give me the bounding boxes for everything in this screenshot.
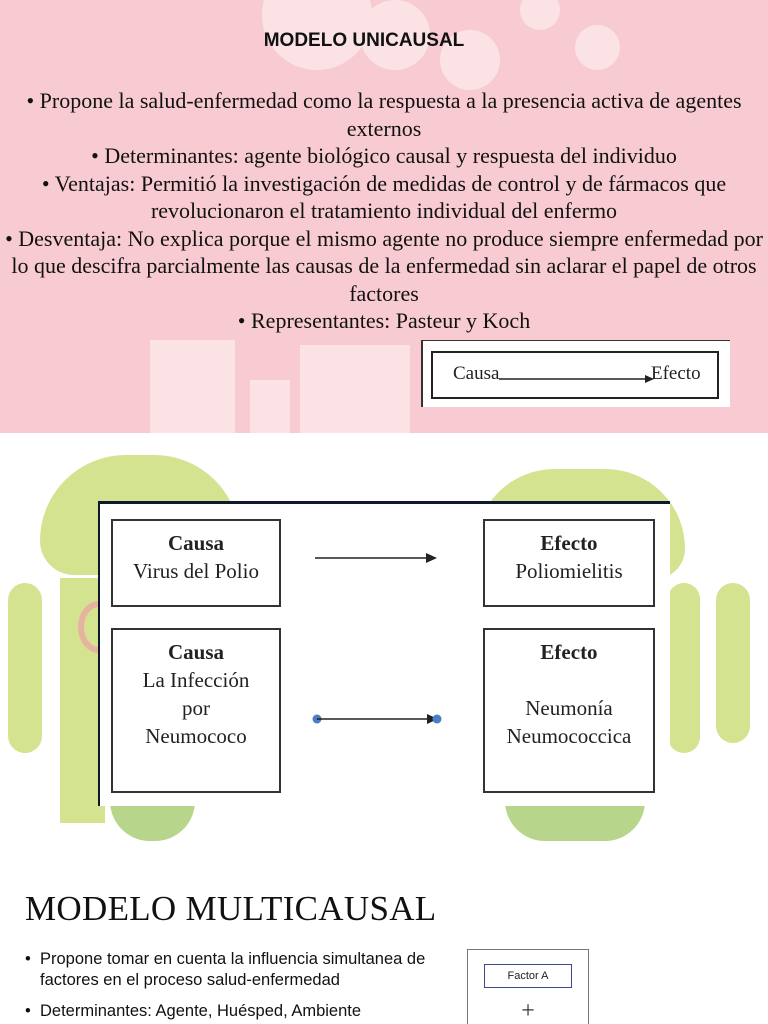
bg-green-arm-right-2 [716,583,750,743]
slide3-title: MODELO MULTICAUSAL [25,889,437,928]
slide1-bullet-3: • Ventajas: Permitió la investigación de medidas de control y de fármacos que revolucionaron el tratamiento individual del enfermo [41,170,727,223]
factor-diagram [467,949,589,1024]
bg-pattern-block-2 [300,345,410,433]
bullet-dot: • [25,1002,31,1020]
slide-multicausal [0,863,768,1024]
effect-box-neumonia-line-2: Neumococcica [506,724,632,748]
cause-effect-box [431,351,719,399]
cause-box-polio-title: Causa [167,531,225,555]
effect-box-polio [483,519,655,607]
factor-a-box: Factor A [484,964,572,988]
cause-box-polio-text: Virus del Polio [133,559,259,583]
cause-effect-arrow [499,363,655,387]
cause-box-polio [111,519,281,607]
effect-label: Efecto [651,363,701,384]
slide3-bullet-1-text: Propone tomar en cuenta la influencia simultanea de factores en el proceso salud-enfermedad [40,950,426,989]
effect-box-neumonia-line-1: Neumonía [525,696,613,720]
slide1-bullet-4: • Desventaja: No explica porque el mismo agente no produce siempre enfermedad por lo que descifra parcialmente las causas de la enfermedad sin aclarar el papel de otros factores [5,225,763,306]
slide1-bullet-1: • Propone la salud-enfermedad como la respuesta a la presencia activa de agentes externos [26,88,742,141]
arrow-polio [315,550,440,566]
bullet-dot: • [25,950,31,968]
arrow-neumococo [310,711,444,727]
slide1-bullet-2: • Determinantes: agente biológico causal y respuesta del individuo [91,143,677,168]
bg-pattern-circle-4 [520,0,560,30]
slide3-bullet-2-text: Determinantes: Agente, Huésped, Ambiente [40,1002,362,1020]
slide3-bullet-1 [25,949,475,991]
slide-unicausal-examples [0,433,768,863]
cause-box-neumococo [111,628,281,793]
slide3-bullets [25,949,475,1024]
bg-green-arm-right [668,583,700,753]
cause-box-neumococo-line-1: La Infección [142,668,250,692]
cause-box-neumococo-line-3: Neumococo [145,724,247,748]
slide1-bullets [0,87,768,335]
slide3-bullet-2 [25,1001,475,1022]
effect-box-polio-text: Poliomielitis [515,559,623,583]
cause-label: Causa [453,363,500,384]
cause-box-neumococo-title: Causa [167,640,225,664]
bg-green-arm-left [8,583,42,753]
plus-sign: + [521,998,535,1024]
effect-box-neumonia [483,628,655,793]
examples-diagram [98,501,670,806]
cause-effect-diagram [421,340,730,407]
bg-green-leg-left [110,801,195,841]
bg-pattern-block-3 [250,380,290,433]
cause-box-neumococo-line-2: por [182,696,210,720]
bg-pattern-block-1 [150,340,235,433]
effect-box-polio-title: Efecto [540,531,598,555]
slide1-bullet-5: • Representantes: Pasteur y Koch [237,308,531,333]
effect-box-neumonia-title: Efecto [540,640,598,664]
slide1-title: MODELO UNICAUSAL [263,30,465,51]
bg-green-leg-right [505,801,645,841]
slide-unicausal [0,0,768,433]
